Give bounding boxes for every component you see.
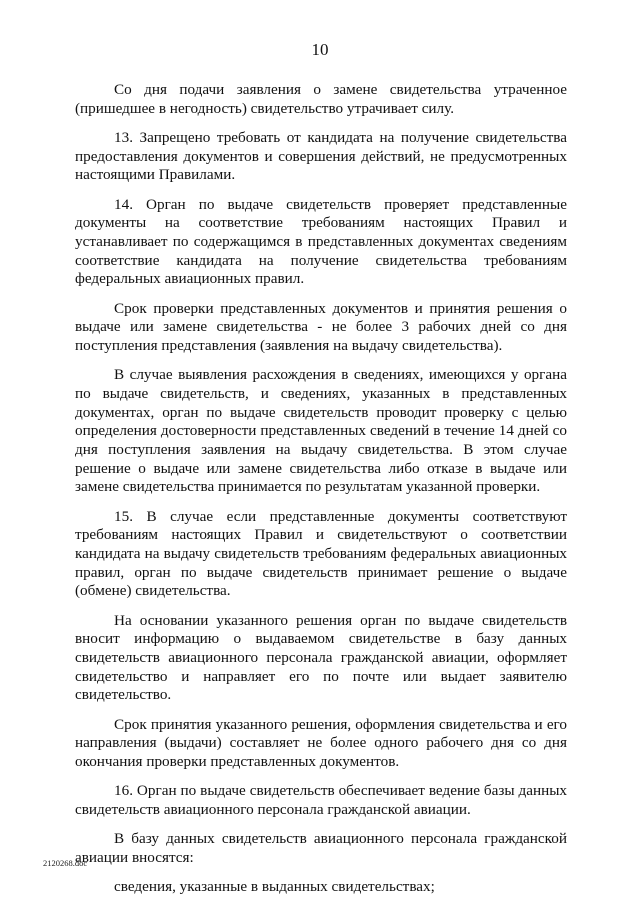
page-number: 10 (311, 40, 329, 59)
paragraph-4: Срок проверки представленных документов и принятия решения о выдаче или замене свидетельства - не более 3 рабочих дней со дня поступления представления (заявления на выдачу свидетельства). (75, 299, 567, 354)
paragraph-1: Со дня подачи заявления о замене свидетельства утраченное (пришедшее в негодность) свидетельство утрачивает силу. (75, 81, 567, 117)
paragraph-5: В случае выявления расхождения в сведениях, имеющихся у органа по выдаче свидетельств, и сведениях, указанных в представленных документах, орган по выдаче свидетельств проводит проверку с целью определения достоверности представленных сведений в течение 14 дней со дня поступления заявления на выдачу свидетельства. В этом случае решение о выдаче или замене свидетельства либо отказе в выдаче или замене свидетельства принимается по результатам указанной проверки. (75, 366, 567, 496)
document-body (75, 81, 567, 907)
paragraph-7: На основании указанного решения орган по выдаче свидетельств вносит информацию о выдаваемом свидетельстве в базу данных свидетельств авиационного персонала гражданской авиации, оформляет свидетельство и направляет его по почте или выдает заявителю свидетельство. (75, 611, 567, 704)
footer-file-code: 2120268.doc (43, 858, 88, 868)
paragraph-9: 16. Орган по выдаче свидетельств обеспечивает ведение базы данных свидетельств авиационного персонала гражданской авиации. (75, 782, 567, 818)
paragraph-8: Срок принятия указанного решения, оформления свидетельства и его направления (выдачи) составляет не более одного рабочего дня со дня окончания проверки представленных документов. (75, 715, 567, 770)
paragraph-3: 14. Орган по выдаче свидетельств проверяет представленные документы на соответствие требованиям настоящих Правил и устанавливает по содержащимся в представленных документах сведениям соответствие кандидата на получение свидетельства требованиям федеральных авиационных правил. (75, 195, 567, 288)
paragraph-10: В базу данных свидетельств авиационного персонала гражданской авиации вносятся: (75, 830, 567, 866)
paragraph-11: сведения, указанные в выданных свидетельствах; (114, 878, 435, 896)
paragraph-2: 13. Запрещено требовать от кандидата на получение свидетельства предоставления документов и совершения действий, не предусмотренных настоящими Правилами. (75, 128, 567, 184)
paragraph-6: 15. В случае если представленные документы соответствуют требованиям настоящих Правил и свидетельствуют о соответствии кандидата на выдачу свидетельств требованиям федеральных авиационных правил, орган по выдаче свидетельств принимает решение о выдаче (обмене) свидетельства. (75, 507, 567, 600)
